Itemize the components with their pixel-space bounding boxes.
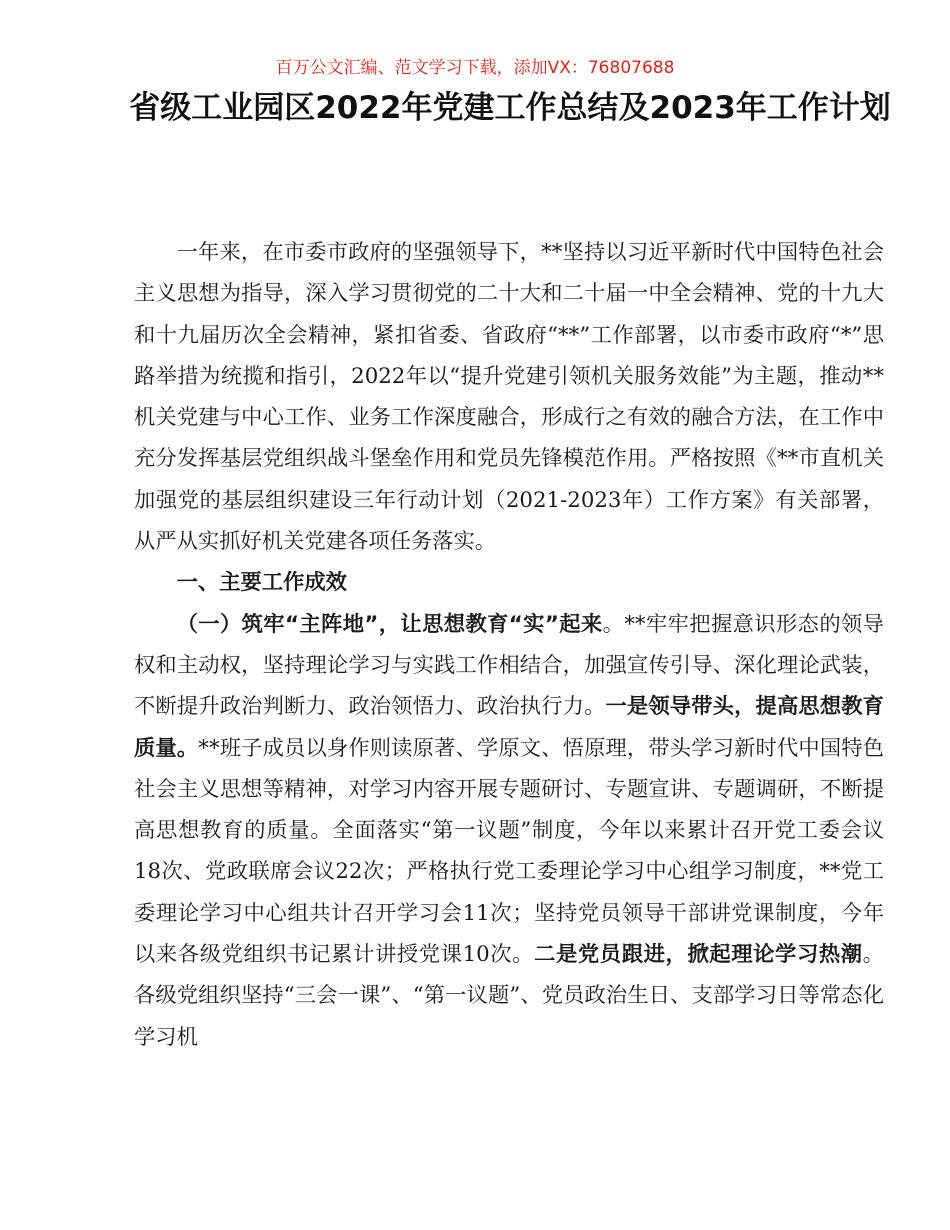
point-two-text: 。各级党组织坚持“三会一课”、“第一议题”、党员政治生日、支部学习日等常态化学习机 <box>134 942 884 1050</box>
section-heading-text: 一、主要工作成效 <box>176 570 347 596</box>
section-heading <box>134 562 884 603</box>
watermark-banner: 百万公文汇编、范文学习下载，添加VX：76807688 <box>275 58 675 78</box>
point-two-lead: 二是党员跟进，掀起理论学习热潮 <box>534 942 863 968</box>
document-body <box>134 232 884 1058</box>
subsection-paragraph <box>134 604 884 1058</box>
point-one-text: **班子成员以身作则读原著、学原文、悟原理，带头学习新时代中国特色社会主义思想等精神，对学习内容开展专题研讨、专题宣讲、专题调研，不断提高思想教育的质量。全面落实“第一议题”制度，今年以来累计召开党工委会议18次、党政联席会议22次；严格执行党工委理论学习中心组学习制度，**党工委理论学习中心组共计召开学习会11次；坚持党员领导干部讲党课制度，今年以来各级党组织书记累计讲授党课10次。 <box>134 735 884 968</box>
intro-paragraph: 一年来，在市委市政府的坚强领导下，**坚持以习近平新时代中国特色社会主义思想为指导，深入学习贯彻党的二十大和二十届一中全会精神、党的十九大和十九届历次全会精神，紧扣省委、省政府“**”工作部署，以市委市政府“*”思路举措为统揽和指引，2022年以“提升党建引领机关服务效能”为主题，推动**机关党建与中心工作、业务工作深度融合，形成行之有效的融合方法，在工作中充分发挥基层党组织战斗堡垒作用和党员先锋模范作用。严格按照《**市直机关加强党的基层组织建设三年行动计划（2021-2023年）工作方案》有关部署，从严从实抓好机关党建各项任务落实。 <box>134 240 884 555</box>
point-one-lead: 一是领导带头，提高思想教育质量。 <box>134 694 884 761</box>
subsection-heading: （一）筑牢“主阵地”，让思想教育“实”起来 <box>176 611 603 637</box>
subsection-text: 。**牢牢把握意识形态的领导权和主动权，坚持理论学习与实践工作相结合，加强宣传引导、深化理论武装，不断提升政治判断力、政治领悟力、政治执行力。 <box>134 611 884 720</box>
document-title: 省级工业园区2022年党建工作总结及2023年工作计划 <box>129 90 891 126</box>
